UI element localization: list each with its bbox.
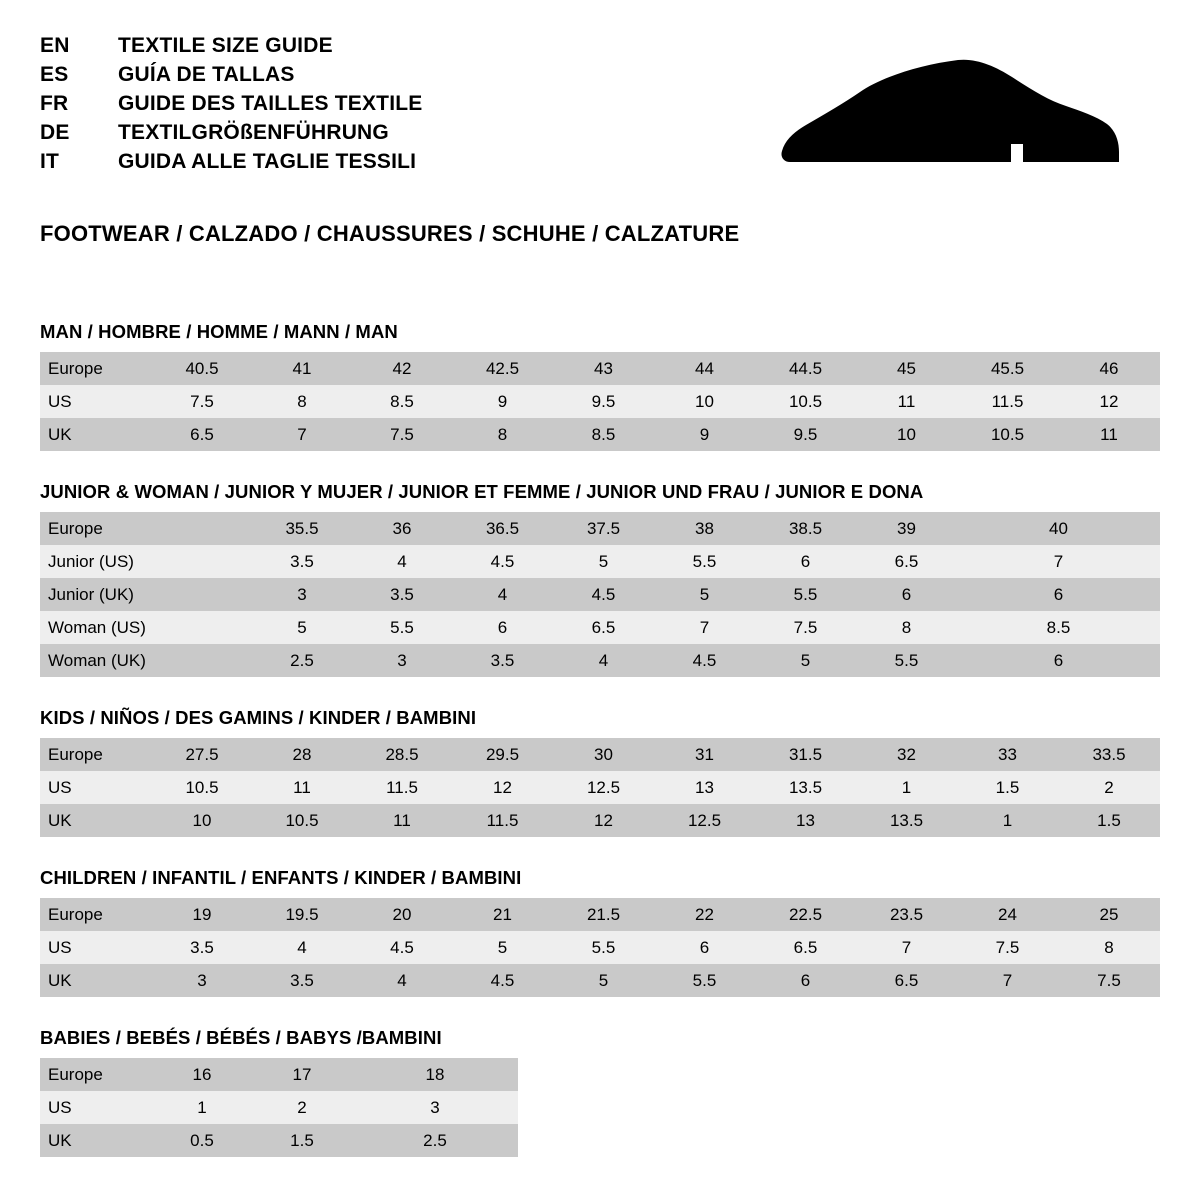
- cell: 2: [1058, 771, 1160, 804]
- cell: 8: [452, 418, 553, 451]
- cell: 38: [654, 512, 755, 545]
- cell: 5: [553, 545, 654, 578]
- cell: 25: [1058, 898, 1160, 931]
- table-row: [40, 898, 1160, 931]
- cell: 10.5: [252, 804, 352, 837]
- cell: 7: [856, 931, 957, 964]
- cell: 8: [856, 611, 957, 644]
- cell: 6: [755, 545, 856, 578]
- cell: 33: [957, 738, 1058, 771]
- cell: 1: [856, 771, 957, 804]
- row-label: UK: [40, 964, 152, 997]
- table-row: [40, 418, 1160, 451]
- row-label: UK: [40, 418, 152, 451]
- cell: 6: [755, 964, 856, 997]
- table-row: [40, 545, 1160, 578]
- row-label: Woman (UK): [40, 644, 152, 677]
- cell: 13: [755, 804, 856, 837]
- cell: 4: [352, 545, 452, 578]
- size-table: [40, 738, 1160, 837]
- section-kids: [40, 707, 1160, 837]
- table-row: [40, 385, 1160, 418]
- row-label: UK: [40, 1124, 152, 1157]
- table-row: [40, 1058, 518, 1091]
- cell: 43: [553, 352, 654, 385]
- cell: 11.5: [452, 804, 553, 837]
- cell: 18: [352, 1058, 518, 1091]
- cell: 3: [352, 1091, 518, 1124]
- table-row: [40, 644, 1160, 677]
- cell: 21: [452, 898, 553, 931]
- language-code: DE: [40, 121, 70, 145]
- cell: 5: [553, 964, 654, 997]
- language-code: IT: [40, 150, 60, 174]
- cell: 13.5: [755, 771, 856, 804]
- language-row: [40, 34, 422, 57]
- size-sections: [40, 321, 1160, 1157]
- cell: 28: [252, 738, 352, 771]
- language-row: [40, 150, 422, 173]
- cell: 9: [654, 418, 755, 451]
- table-row: [40, 964, 1160, 997]
- cell: 6: [654, 931, 755, 964]
- table-row: [40, 771, 1160, 804]
- cell: 3.5: [452, 644, 553, 677]
- cell: 9.5: [553, 385, 654, 418]
- cell: 8.5: [553, 418, 654, 451]
- cell: 22.5: [755, 898, 856, 931]
- section-title: BABIES / BEBÉS / BÉBÉS / BABYS /BAMBINI: [40, 1027, 442, 1048]
- cell: 7.5: [755, 611, 856, 644]
- cell: [152, 578, 252, 611]
- cell: 7: [957, 964, 1058, 997]
- cell: 12.5: [553, 771, 654, 804]
- cell: 10: [654, 385, 755, 418]
- cell: 0.5: [152, 1124, 252, 1157]
- row-label: Europe: [40, 1058, 152, 1091]
- cell: 5: [452, 931, 553, 964]
- size-table: [40, 898, 1160, 997]
- cell: 7.5: [152, 385, 252, 418]
- cell: 11: [252, 771, 352, 804]
- cell: 5: [654, 578, 755, 611]
- cell: 7.5: [1058, 964, 1160, 997]
- table-row: [40, 611, 1160, 644]
- language-title: GUIDE DES TAILLES TEXTILE: [118, 92, 423, 116]
- cell: 36.5: [452, 512, 553, 545]
- row-label: UK: [40, 804, 152, 837]
- cell: 5.5: [755, 578, 856, 611]
- cell: 3.5: [352, 578, 452, 611]
- size-table: [40, 352, 1160, 451]
- cell: 24: [957, 898, 1058, 931]
- row-label: US: [40, 1091, 152, 1124]
- row-label: Europe: [40, 352, 152, 385]
- cell: 1.5: [957, 771, 1058, 804]
- cell: 20: [352, 898, 452, 931]
- language-list: [40, 34, 422, 173]
- cell: 12: [452, 771, 553, 804]
- table-row: [40, 931, 1160, 964]
- cell: 4.5: [352, 931, 452, 964]
- cell: 7: [252, 418, 352, 451]
- cell: 5.5: [654, 964, 755, 997]
- cell: 8: [1058, 931, 1160, 964]
- language-code: EN: [40, 34, 70, 57]
- cell: 1.5: [252, 1124, 352, 1157]
- table-row: [40, 738, 1160, 771]
- cell: 40.5: [152, 352, 252, 385]
- cell: 8: [252, 385, 352, 418]
- cell: 10.5: [152, 771, 252, 804]
- cell: 1: [957, 804, 1058, 837]
- language-title: GUIDA ALLE TAGLIE TESSILI: [118, 150, 417, 174]
- cell: 5.5: [654, 545, 755, 578]
- row-label: Junior (UK): [40, 578, 152, 611]
- cell: 21.5: [553, 898, 654, 931]
- cell: 6: [452, 611, 553, 644]
- row-label: US: [40, 771, 152, 804]
- cell: 31: [654, 738, 755, 771]
- section-title: JUNIOR & WOMAN / JUNIOR Y MUJER / JUNIOR ET FEMME / JUNIOR UND FRAU / JUNIOR E DONA: [40, 481, 924, 502]
- cell: 12: [553, 804, 654, 837]
- cell: 4: [252, 931, 352, 964]
- table-row: [40, 804, 1160, 837]
- size-table: [40, 1058, 518, 1157]
- cell: 31.5: [755, 738, 856, 771]
- cell: 4: [553, 644, 654, 677]
- cell: 45: [856, 352, 957, 385]
- cell: 13: [654, 771, 755, 804]
- cell: 39: [856, 512, 957, 545]
- cell: 19.5: [252, 898, 352, 931]
- cell: 6.5: [755, 931, 856, 964]
- row-label: US: [40, 931, 152, 964]
- cell: 19: [152, 898, 252, 931]
- cell: 3.5: [152, 931, 252, 964]
- row-label: US: [40, 385, 152, 418]
- cell: 4: [452, 578, 553, 611]
- cell: 7.5: [352, 418, 452, 451]
- page-subtitle: FOOTWEAR / CALZADO / CHAUSSURES / SCHUHE / CALZATURE: [40, 221, 740, 246]
- language-row: [40, 121, 422, 144]
- cell: 11: [856, 385, 957, 418]
- row-label: Europe: [40, 738, 152, 771]
- cell: 30: [553, 738, 654, 771]
- table-row: [40, 1124, 518, 1157]
- cell: 12: [1058, 385, 1160, 418]
- cell: 10: [856, 418, 957, 451]
- row-label: Europe: [40, 512, 152, 545]
- header: [40, 34, 1160, 191]
- cell: 7: [654, 611, 755, 644]
- row-label: Woman (US): [40, 611, 152, 644]
- cell: 5: [252, 611, 352, 644]
- cell: 7.5: [957, 931, 1058, 964]
- cell: 9: [452, 385, 553, 418]
- cell: [152, 611, 252, 644]
- cell: 33.5: [1058, 738, 1160, 771]
- cell: 6.5: [152, 418, 252, 451]
- cell: 12.5: [654, 804, 755, 837]
- cell: [152, 644, 252, 677]
- cell: 28.5: [352, 738, 452, 771]
- cell: 23.5: [856, 898, 957, 931]
- cell: 6: [957, 578, 1160, 611]
- cell: 45.5: [957, 352, 1058, 385]
- cell: 17: [252, 1058, 352, 1091]
- language-code: FR: [40, 92, 69, 116]
- cell: 5.5: [553, 931, 654, 964]
- language-row: [40, 92, 422, 115]
- table-row: [40, 1091, 518, 1124]
- cell: 10: [152, 804, 252, 837]
- cell: 6.5: [553, 611, 654, 644]
- cell: 11.5: [957, 385, 1058, 418]
- cell: 37.5: [553, 512, 654, 545]
- cell: 4.5: [654, 644, 755, 677]
- cell: 32: [856, 738, 957, 771]
- cell: 22: [654, 898, 755, 931]
- cell: 8.5: [352, 385, 452, 418]
- cell: 2.5: [352, 1124, 518, 1157]
- cell: 6: [957, 644, 1160, 677]
- dress-shoe-icon: [780, 56, 1120, 191]
- cell: [152, 512, 252, 545]
- cell: 35.5: [252, 512, 352, 545]
- cell: 5.5: [856, 644, 957, 677]
- cell: 1.5: [1058, 804, 1160, 837]
- section-title: MAN / HOMBRE / HOMME / MANN / MAN: [40, 321, 398, 342]
- cell: 1: [152, 1091, 252, 1124]
- cell: 27.5: [152, 738, 252, 771]
- cell: 4: [352, 964, 452, 997]
- cell: 4.5: [452, 964, 553, 997]
- table-row: [40, 578, 1160, 611]
- size-table: [40, 512, 1160, 677]
- section-title: CHILDREN / INFANTIL / ENFANTS / KINDER / BAMBINI: [40, 867, 522, 888]
- cell: 3.5: [252, 545, 352, 578]
- cell: 7: [957, 545, 1160, 578]
- language-title: TEXTILGRÖßENFÜHRUNG: [118, 121, 389, 145]
- cell: 5.5: [352, 611, 452, 644]
- cell: 42.5: [452, 352, 553, 385]
- cell: 2.5: [252, 644, 352, 677]
- cell: 6: [856, 578, 957, 611]
- cell: 5: [755, 644, 856, 677]
- cell: 38.5: [755, 512, 856, 545]
- cell: 36: [352, 512, 452, 545]
- cell: 4.5: [553, 578, 654, 611]
- cell: 11: [1058, 418, 1160, 451]
- cell: 8.5: [957, 611, 1160, 644]
- cell: 16: [152, 1058, 252, 1091]
- cell: 3: [252, 578, 352, 611]
- language-title: GUÍA DE TALLAS: [118, 63, 295, 87]
- cell: 10.5: [957, 418, 1058, 451]
- row-label: Europe: [40, 898, 152, 931]
- cell: 11.5: [352, 771, 452, 804]
- cell: 2: [252, 1091, 352, 1124]
- cell: 44: [654, 352, 755, 385]
- section-title: KIDS / NIÑOS / DES GAMINS / KINDER / BAMBINI: [40, 707, 477, 728]
- cell: 6.5: [856, 545, 957, 578]
- cell: 4.5: [452, 545, 553, 578]
- cell: 3.5: [252, 964, 352, 997]
- language-title: TEXTILE SIZE GUIDE: [118, 34, 333, 57]
- cell: 42: [352, 352, 452, 385]
- section-man: [40, 321, 1160, 451]
- cell: 46: [1058, 352, 1160, 385]
- row-label: Junior (US): [40, 545, 152, 578]
- cell: 40: [957, 512, 1160, 545]
- section-junior-woman: [40, 481, 1160, 677]
- cell: [152, 545, 252, 578]
- cell: 6.5: [856, 964, 957, 997]
- cell: 3: [152, 964, 252, 997]
- table-row: [40, 512, 1160, 545]
- cell: 3: [352, 644, 452, 677]
- section-babies: [40, 1027, 1160, 1157]
- cell: 13.5: [856, 804, 957, 837]
- language-code: ES: [40, 63, 69, 87]
- section-children: [40, 867, 1160, 997]
- language-row: [40, 63, 422, 86]
- cell: 11: [352, 804, 452, 837]
- cell: 29.5: [452, 738, 553, 771]
- cell: 9.5: [755, 418, 856, 451]
- cell: 41: [252, 352, 352, 385]
- cell: 10.5: [755, 385, 856, 418]
- table-row: [40, 352, 1160, 385]
- cell: 44.5: [755, 352, 856, 385]
